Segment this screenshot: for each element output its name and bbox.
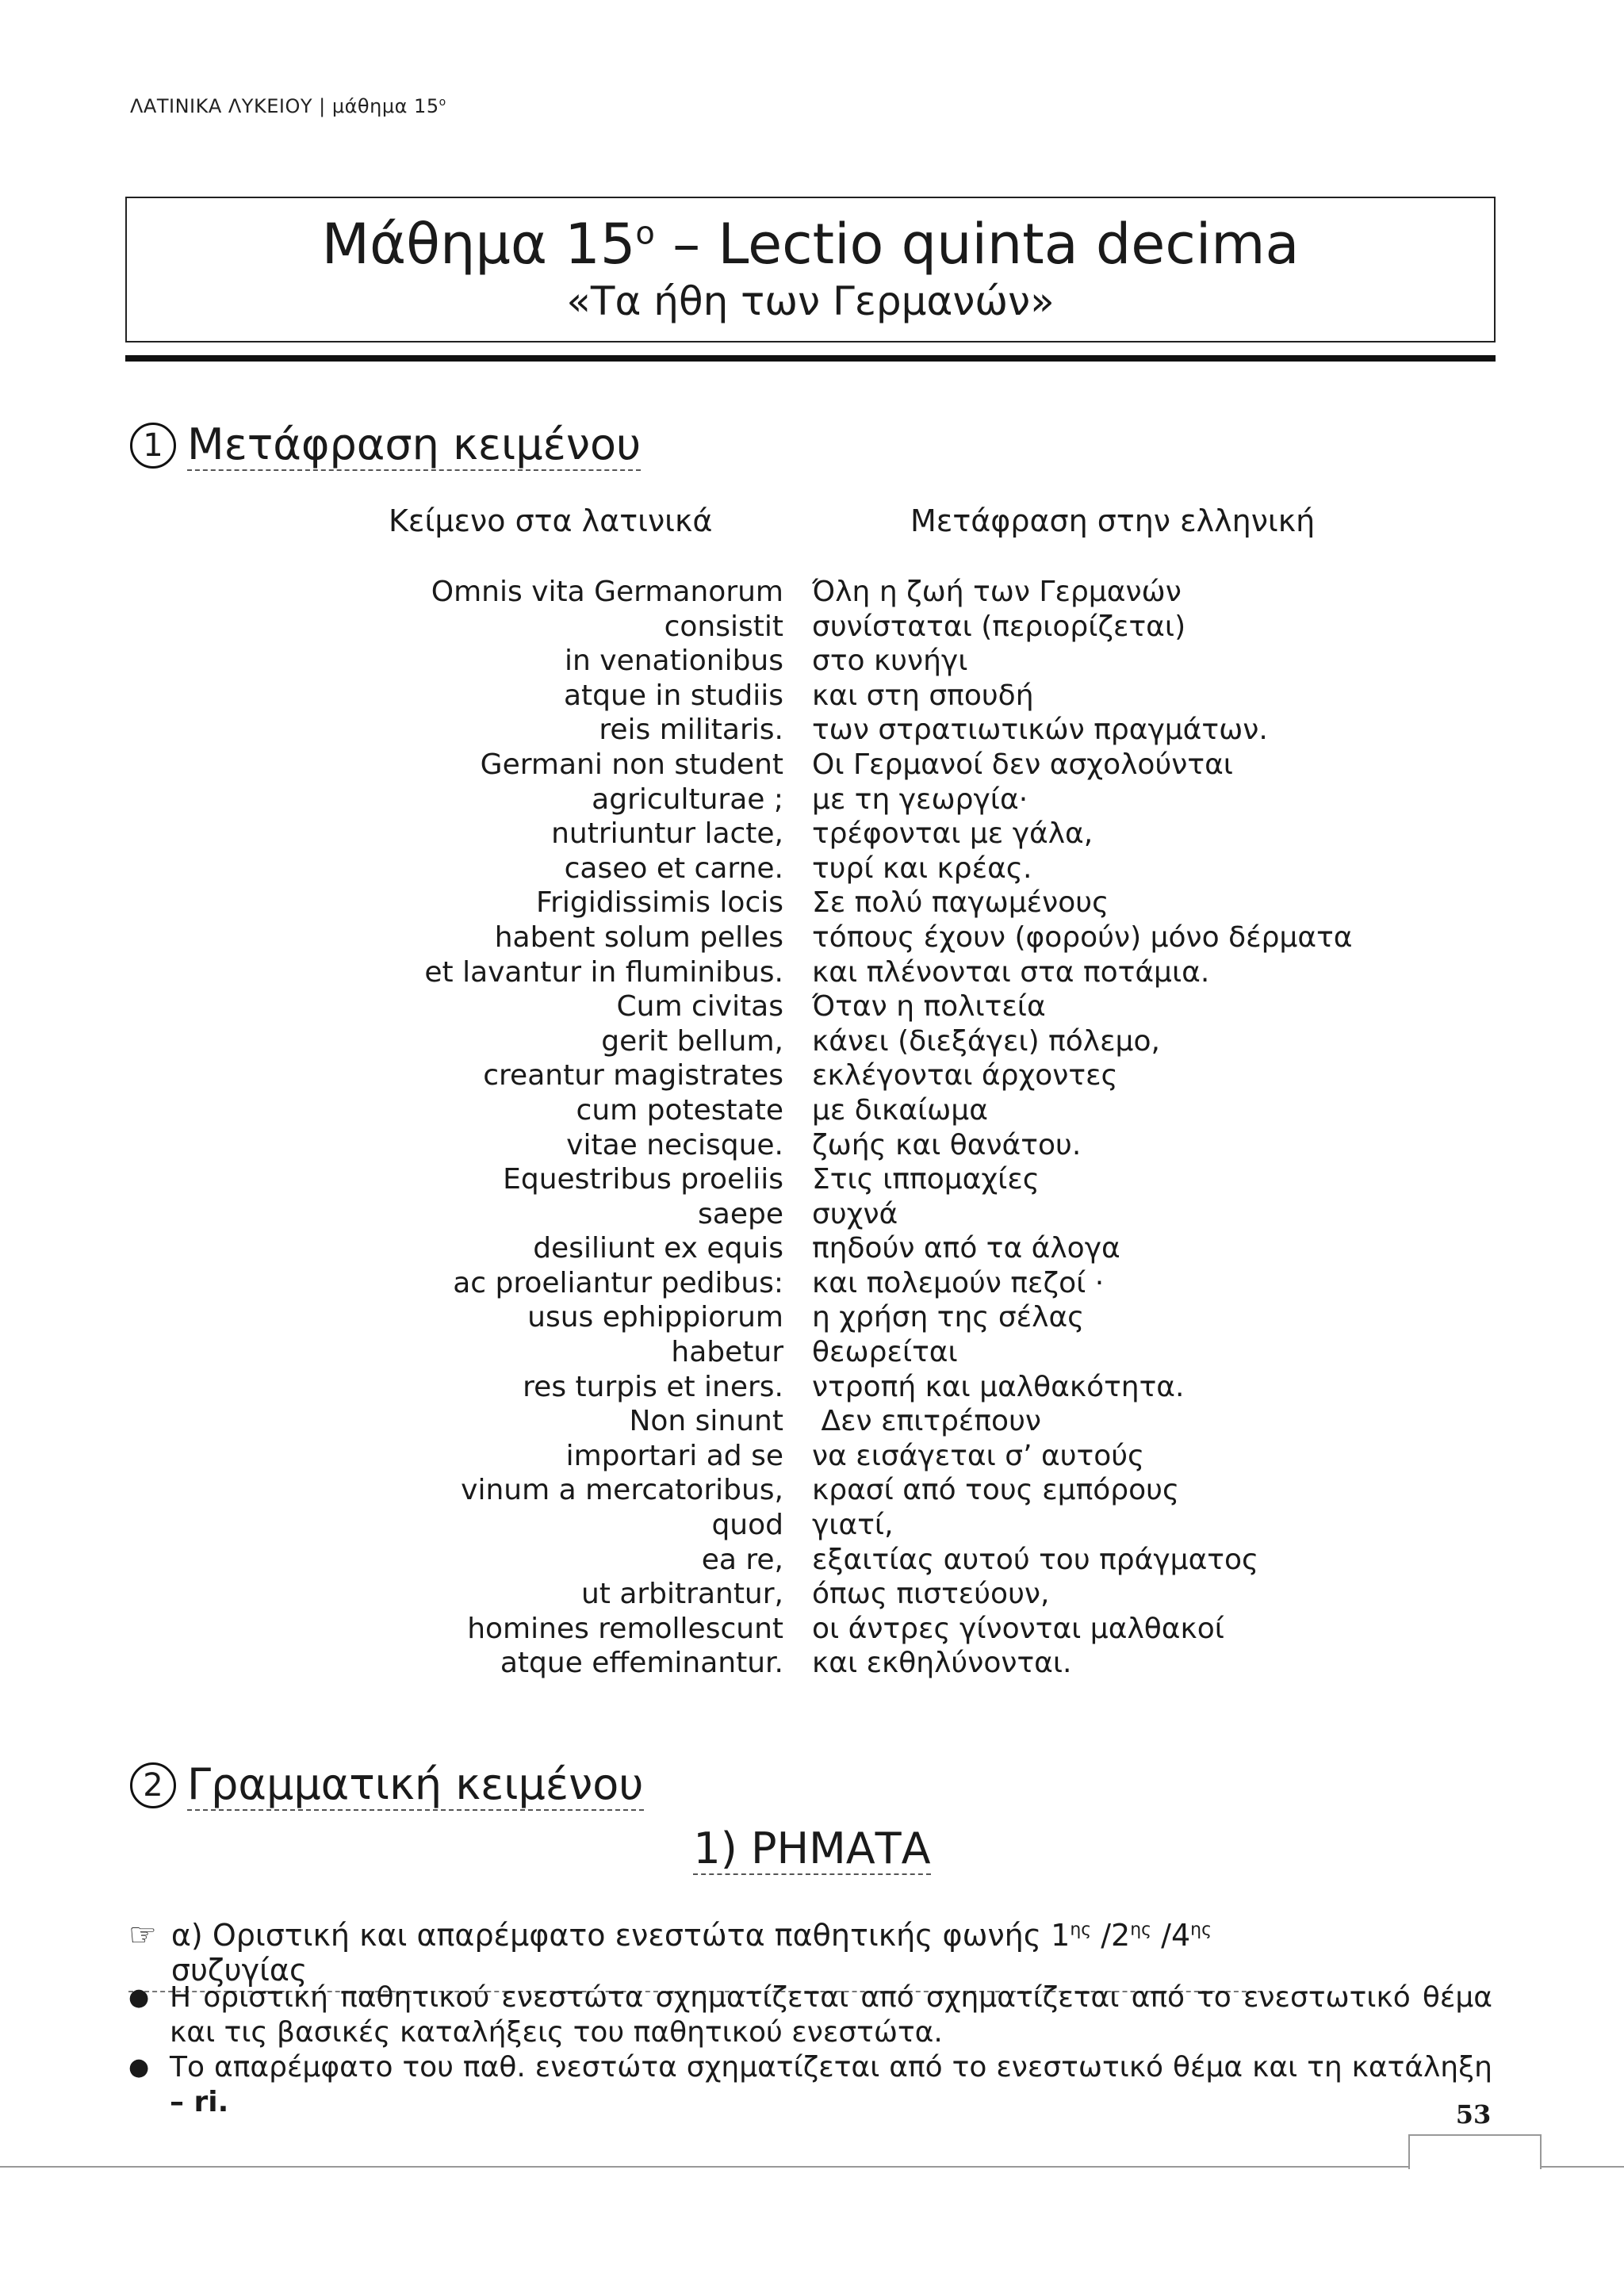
latin-line: vinum a mercatoribus, — [461, 1474, 783, 1507]
text-row — [0, 1473, 1624, 1508]
bullet-list — [128, 1980, 1492, 2120]
greek-line: οι άντρες γίνονται μαλθακοί — [812, 1612, 1224, 1645]
running-header: ΛΑΤΙΝΙΚΑ ΛΥΚΕΙΟΥ | μάθημα $15^o$ — [130, 95, 446, 117]
greek-line: Δεν επιτρέπουν — [812, 1405, 1042, 1438]
bullet-icon: ● — [128, 1984, 150, 2011]
latin-line: gerit bellum, — [601, 1024, 783, 1058]
latin-line: atque in studiis — [564, 679, 783, 712]
greek-line: εξαιτίας αυτού του πράγματος — [812, 1543, 1259, 1576]
subheading: ☞ α) Οριστική και απαρέμφατο ενεστώτα παθητικής φωνής $1^{\eta\varsigma}$ $/2^{\eta\varsigma}$ $/4^{\eta\varsigma}$ συζυγίας — [128, 1917, 1262, 1992]
verbs-heading: 1) ΡΗΜΑΤΑ — [693, 1823, 931, 1873]
latin-line: Cum civitas — [616, 990, 783, 1024]
greek-column-header: Μετάφραση στην ελληνική — [910, 503, 1316, 538]
list-item: ● Η οριστική παθητικού ενεστώτα σχηματίζεται από σχηματίζεται από το ενεστωτικό θέμα και τις βασικές καταλήξεις του παθητικού ενεστώτα. — [128, 1981, 1492, 2049]
text-row — [0, 783, 1624, 817]
greek-line: στο κυνήγι — [812, 645, 968, 678]
greek-line: και στη σπουδή — [812, 679, 1034, 712]
latin-line: nutriuntur lacte, — [551, 817, 783, 851]
pointing-hand-icon: ☞ — [128, 1917, 157, 1954]
section-number-badge: 1 — [130, 423, 176, 469]
latin-line: Non sinunt — [629, 1405, 783, 1438]
greek-line: κάνει (διεξάγει) πόλεμο, — [812, 1024, 1160, 1058]
latin-line: cum potestate — [576, 1093, 783, 1127]
greek-line: Όταν η πολιτεία — [812, 990, 1046, 1024]
greek-line: ντροπή και μαλθακότητα. — [812, 1370, 1185, 1403]
greek-line: με τη γεωργία· — [812, 783, 1028, 816]
latin-line: reis militaris. — [599, 714, 783, 747]
section-heading-translation — [130, 420, 641, 471]
greek-line: Στις ιππομαχίες — [812, 1163, 1040, 1196]
greek-line: εκλέγονται άρχοντες — [812, 1059, 1118, 1093]
greek-line: γιατί, — [812, 1509, 894, 1542]
latin-line: vitae necisque. — [566, 1128, 783, 1161]
greek-line: με δικαίωμα — [812, 1093, 988, 1127]
text-row — [0, 1335, 1624, 1370]
text-row — [0, 851, 1624, 886]
title-rule — [125, 355, 1496, 362]
latin-line: Omnis vita Germanorum — [431, 576, 783, 608]
text-row — [0, 1162, 1624, 1197]
text-row — [0, 817, 1624, 851]
latin-column-header: Κείμενο στα λατινικά — [389, 503, 713, 538]
greek-line: κρασί από τους εμπόρους — [812, 1474, 1180, 1507]
greek-line: Οι Γερμανοί δεν ασχολούνται — [812, 748, 1233, 781]
parallel-text — [0, 575, 1624, 1681]
latin-line: res turpis et iners. — [523, 1370, 783, 1403]
section-label: Γραμματική κειμένου — [187, 1760, 644, 1811]
latin-line: ut arbitrantur, — [580, 1578, 783, 1611]
greek-line: και πολεμούν πεζοί · — [812, 1266, 1105, 1299]
latin-line: quod — [711, 1509, 783, 1542]
latin-line: desiliunt ex equis — [533, 1232, 783, 1265]
section-number-badge: 2 — [130, 1762, 176, 1808]
text-row — [0, 748, 1624, 783]
greek-line: η χρήση της σέλας — [812, 1301, 1085, 1334]
greek-line: Σε πολύ παγωμένους — [812, 886, 1109, 920]
text-row — [0, 1439, 1624, 1474]
text-row — [0, 1128, 1624, 1163]
latin-line: importari ad se — [565, 1439, 783, 1472]
section-heading-grammar — [130, 1760, 644, 1811]
latin-line: in venationibus — [565, 645, 783, 678]
text-row — [0, 955, 1624, 990]
greek-line: πηδούν από τα άλογα — [812, 1232, 1120, 1265]
text-row — [0, 1197, 1624, 1232]
latin-line: usus ephippiorum — [527, 1301, 783, 1334]
text-row — [0, 1093, 1624, 1128]
greek-line: να εισάγεται σ’ αυτούς — [812, 1439, 1145, 1472]
page-number-tab — [1408, 2134, 1542, 2169]
latin-line: Frigidissimis locis — [536, 886, 783, 920]
text-row — [0, 644, 1624, 679]
bullet-icon: ● — [128, 2053, 150, 2081]
text-row — [0, 713, 1624, 748]
latin-line: atque effeminantur. — [500, 1647, 783, 1680]
latin-line: habent solum pelles — [494, 920, 783, 954]
text-row — [0, 575, 1624, 610]
greek-line: ζωής και θανάτου. — [812, 1128, 1082, 1161]
latin-line: Equestribus proeliis — [503, 1163, 783, 1196]
latin-line: et lavantur in fluminibus. — [424, 955, 783, 989]
greek-line: όπως πιστεύουν, — [812, 1578, 1050, 1611]
greek-line: και εκθηλύνονται. — [812, 1647, 1072, 1680]
greek-line: τρέφονται με γάλα, — [812, 817, 1094, 851]
text-row — [0, 1058, 1624, 1093]
greek-line: Όλη η ζωή των Γερμανών — [812, 576, 1182, 608]
latin-line: agriculturae ; — [592, 783, 783, 816]
latin-line: habetur — [671, 1336, 783, 1369]
text-row — [0, 610, 1624, 645]
page-number: 53 — [1455, 2099, 1492, 2130]
footer-rule — [0, 2166, 1624, 2168]
text-row — [0, 1024, 1624, 1059]
text-row — [0, 679, 1624, 714]
greek-line: των στρατιωτικών πραγμάτων. — [812, 714, 1268, 747]
lesson-title: Μάθημα $15^o$ – Lectio quinta decima — [321, 212, 1300, 277]
text-row — [0, 1370, 1624, 1405]
greek-line: και πλένονται στα ποτάμια. — [812, 955, 1210, 989]
greek-line: τυρί και κρέας. — [812, 851, 1032, 885]
text-row — [0, 1266, 1624, 1301]
latin-line: caseo et carne. — [564, 851, 783, 885]
text-row — [0, 989, 1624, 1024]
greek-line: τόπους έχουν (φορούν) μόνο δέρματα — [812, 920, 1353, 954]
latin-line: Germani non student — [480, 748, 783, 781]
latin-line: ac proeliantur pedibus: — [453, 1266, 783, 1299]
greek-line: συνίσταται (περιορίζεται) — [812, 610, 1186, 643]
lesson-subtitle: «Τα ήθη των Γερμανών» — [566, 278, 1055, 324]
latin-line: saepe — [698, 1197, 783, 1230]
latin-line: homines remollescunt — [467, 1612, 783, 1645]
text-row — [0, 1300, 1624, 1335]
title-box — [125, 197, 1496, 342]
greek-line: θεωρείται — [812, 1336, 958, 1369]
text-row — [0, 1508, 1624, 1543]
latin-line: consistit — [664, 610, 783, 643]
text-row — [0, 1577, 1624, 1612]
text-row — [0, 1404, 1624, 1439]
list-item: ● Το απαρέμφατο του παθ. ενεστώτα σχηματίζεται από το ενεστωτικό θέμα και τη κατάληξη – ri. — [128, 2051, 1492, 2118]
greek-line: συχνά — [812, 1197, 898, 1230]
latin-line: ea re, — [701, 1543, 783, 1576]
text-row — [0, 1543, 1624, 1578]
text-row — [0, 1612, 1624, 1647]
latin-line: creantur magistrates — [483, 1059, 783, 1093]
text-row — [0, 920, 1624, 955]
section-label: Μετάφραση κειμένου — [187, 420, 641, 471]
text-row — [0, 1231, 1624, 1266]
text-row — [0, 886, 1624, 920]
text-row — [0, 1646, 1624, 1681]
